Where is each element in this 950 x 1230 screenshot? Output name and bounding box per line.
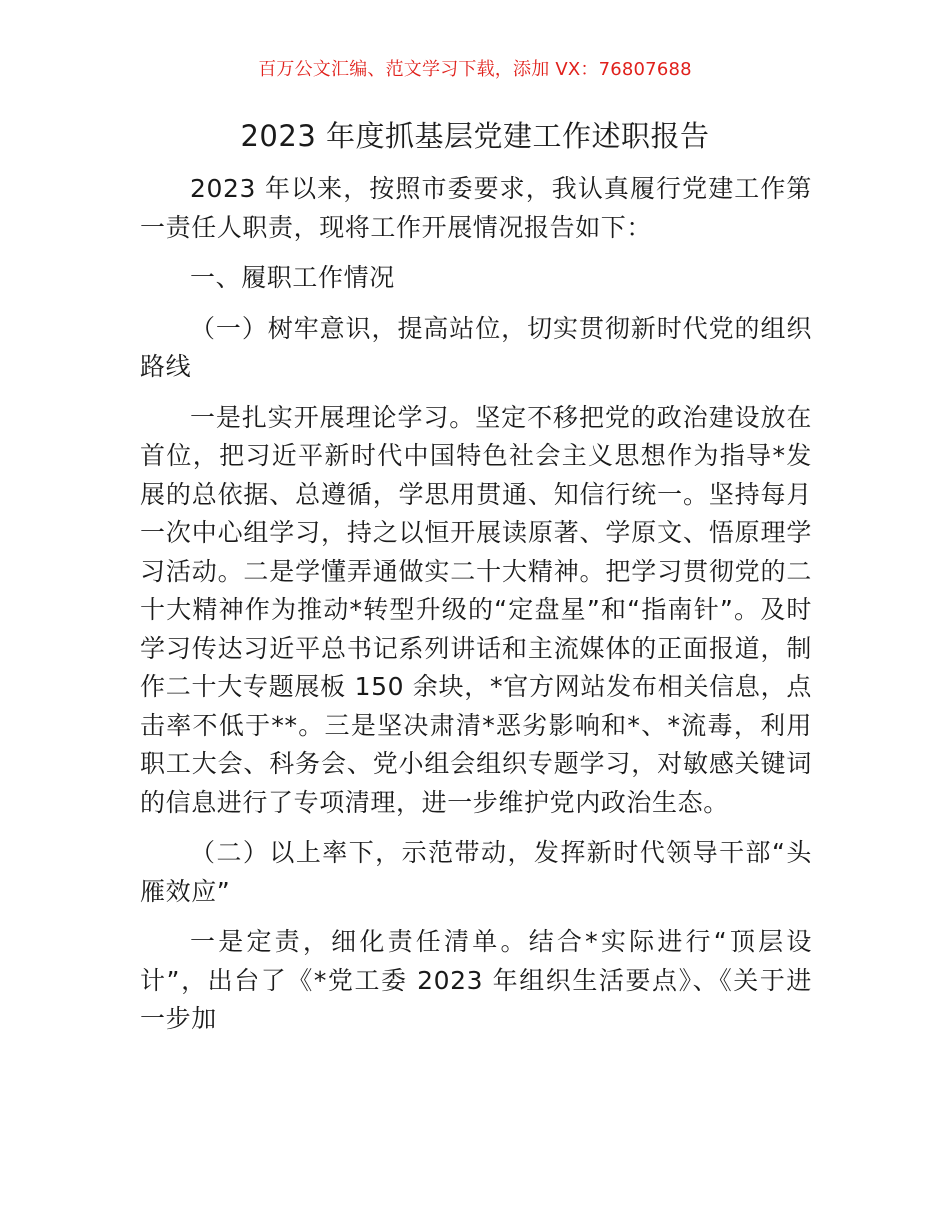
document-title: 2023 年度抓基层党建工作述职报告 [240, 119, 710, 153]
subsection-heading-1: （一）树牢意识，提高站位，切实贯彻新时代党的组织路线 [140, 313, 812, 381]
document-body [140, 170, 812, 1051]
subsection-paragraph-2: 一是定责，细化责任清单。结合*实际进行“顶层设计”，出台了《*党工委 2023 年组织生活要点》、《关于进一步加 [140, 927, 812, 1033]
intro-paragraph: 2023 年以来，按照市委要求，我认真履行党建工作第一责任人职责，现将工作开展情况报告如下： [140, 174, 812, 242]
section-heading-1: 一、履职工作情况 [190, 263, 395, 292]
subsection-paragraph-1: 一是扎实开展理论学习。坚定不移把党的政治建设放在首位，把习近平新时代中国特色社会主义思想作为指导*发展的总依据、总遵循，学思用贯通、知信行统一。坚持每月一次中心组学习，持之以恒开展读原著、学原文、悟原理学习活动。二是学懂弄通做实二十大精神。把学习贯彻党的二十大精神作为推动*转型升级的“定盘星”和“指南针”。及时学习传达习近平总书记系列讲话和主流媒体的正面报道，制作二十大专题展板 150 余块，*官方网站发布相关信息，点击率不低于**。三是坚决肃清*恶劣影响和*、*流毒，利用职工大会、科务会、党小组会组织专题学习，对敏感关键词的信息进行了专项清理，进一步维护党内政治生态。 [140, 402, 812, 817]
watermark-banner: 百万公文汇编、范文学习下载，添加 VX：76807688 [258, 59, 692, 80]
subsection-heading-2: （二）以上率下，示范带动，发挥新时代领导干部“头雁效应” [140, 838, 812, 906]
